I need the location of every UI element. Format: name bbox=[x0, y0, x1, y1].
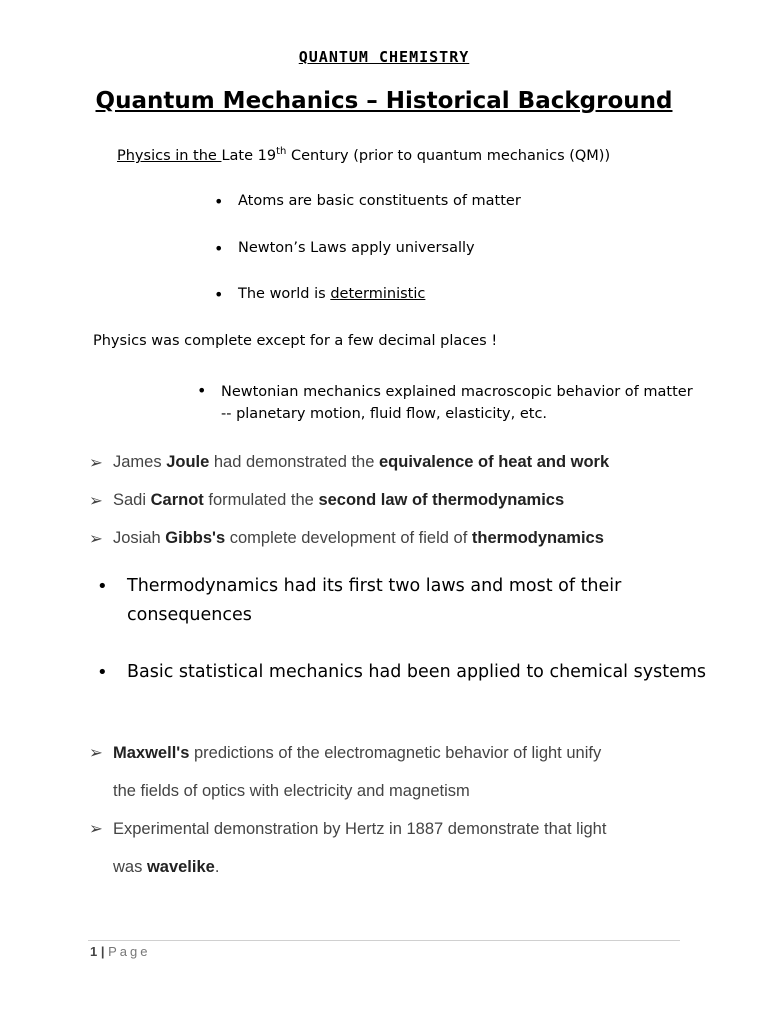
arrow-bold: thermodynamics bbox=[471, 529, 604, 547]
page-footer bbox=[90, 944, 150, 959]
arrow-item-joule bbox=[89, 453, 610, 472]
arrow-item-maxwell bbox=[89, 734, 713, 810]
page-number: 1 bbox=[90, 944, 98, 959]
subtitle-superscript: th bbox=[276, 146, 287, 157]
bullet-text: Newtonian mechanics explained macroscopic behavior of matter -- planetary motion, fluid flow, elasticity, etc. bbox=[221, 384, 693, 422]
arrow-text: complete development of field of bbox=[225, 529, 472, 547]
footer-separator: | bbox=[97, 944, 109, 959]
bullet-atoms bbox=[214, 192, 521, 211]
arrow-text: formulated the bbox=[203, 491, 319, 509]
subtitle bbox=[117, 146, 610, 164]
arrow-bold: Joule bbox=[166, 453, 210, 471]
hertz-text: . bbox=[214, 858, 220, 876]
hertz-text: Experimental demonstration by Hertz in 1887 demonstrate that light bbox=[113, 820, 607, 838]
bullet-text: The world is bbox=[238, 286, 331, 302]
arrow-text: Josiah bbox=[113, 529, 166, 547]
bullet-dot-icon: • bbox=[214, 285, 224, 304]
bullet-dot-icon: • bbox=[214, 239, 224, 258]
arrow-item-gibbs bbox=[89, 529, 604, 548]
footer-divider bbox=[88, 940, 680, 941]
bullet-dot-icon: • bbox=[97, 576, 108, 597]
page-title: Quantum Mechanics – Historical Background bbox=[95, 88, 673, 114]
statement-line: Physics was complete except for a few decimal places ! bbox=[93, 333, 498, 349]
arrow-bullet-icon: ➢ bbox=[89, 530, 103, 548]
subtitle-underlined: Physics in the bbox=[117, 147, 222, 164]
bullet-deterministic bbox=[214, 285, 426, 304]
maxwell-text-line2: the fields of optics with electricity and magnetism bbox=[113, 782, 470, 800]
arrow-text: James bbox=[113, 453, 167, 471]
subtitle-part-2: Century (prior to quantum mechanics (QM)) bbox=[286, 147, 611, 164]
arrow-bold: Gibbs's bbox=[165, 529, 226, 547]
arrow-bullet-icon: ➢ bbox=[89, 454, 103, 472]
bullet-text: Atoms are basic constituents of matter bbox=[238, 193, 521, 209]
arrow-item-carnot bbox=[89, 491, 565, 510]
bullet-newton-laws bbox=[214, 239, 475, 258]
bullet-dot-icon: • bbox=[197, 381, 207, 400]
maxwell-text: predictions of the electromagnetic behavior of light unify bbox=[189, 744, 602, 762]
big-bullet-text: Thermodynamics had its first two laws and most of their consequences bbox=[127, 576, 622, 625]
big-bullet-thermodynamics bbox=[97, 572, 707, 630]
bullet-text: Newton’s Laws apply universally bbox=[238, 240, 475, 256]
arrow-bullet-icon: ➢ bbox=[89, 820, 103, 838]
bullet-dot-icon: • bbox=[214, 192, 224, 211]
arrow-bullet-icon: ➢ bbox=[89, 744, 103, 762]
arrow-text: had demonstrated the bbox=[209, 453, 379, 471]
course-title: QUANTUM CHEMISTRY bbox=[298, 48, 470, 66]
arrow-text: Sadi bbox=[113, 491, 151, 509]
hertz-text: was bbox=[113, 858, 147, 876]
big-bullet-text: Basic statistical mechanics had been applied to chemical systems bbox=[127, 662, 706, 682]
subtitle-part-1: Late 19 bbox=[221, 147, 277, 164]
arrow-bullet-icon: ➢ bbox=[89, 492, 103, 510]
arrow-bold: equivalence of heat and work bbox=[379, 453, 610, 471]
big-bullet-statistical bbox=[97, 658, 707, 687]
bullet-underlined-word: deterministic bbox=[330, 286, 426, 302]
arrow-bold: Carnot bbox=[150, 491, 204, 509]
arrow-bold: second law of thermodynamics bbox=[318, 491, 565, 509]
page-label: Page bbox=[108, 944, 151, 959]
bullet-dot-icon: • bbox=[97, 662, 108, 683]
maxwell-bold: Maxwell's bbox=[113, 744, 190, 762]
arrow-item-hertz bbox=[89, 810, 713, 886]
bullet-newtonian bbox=[197, 381, 701, 425]
hertz-bold: wavelike bbox=[146, 858, 215, 876]
